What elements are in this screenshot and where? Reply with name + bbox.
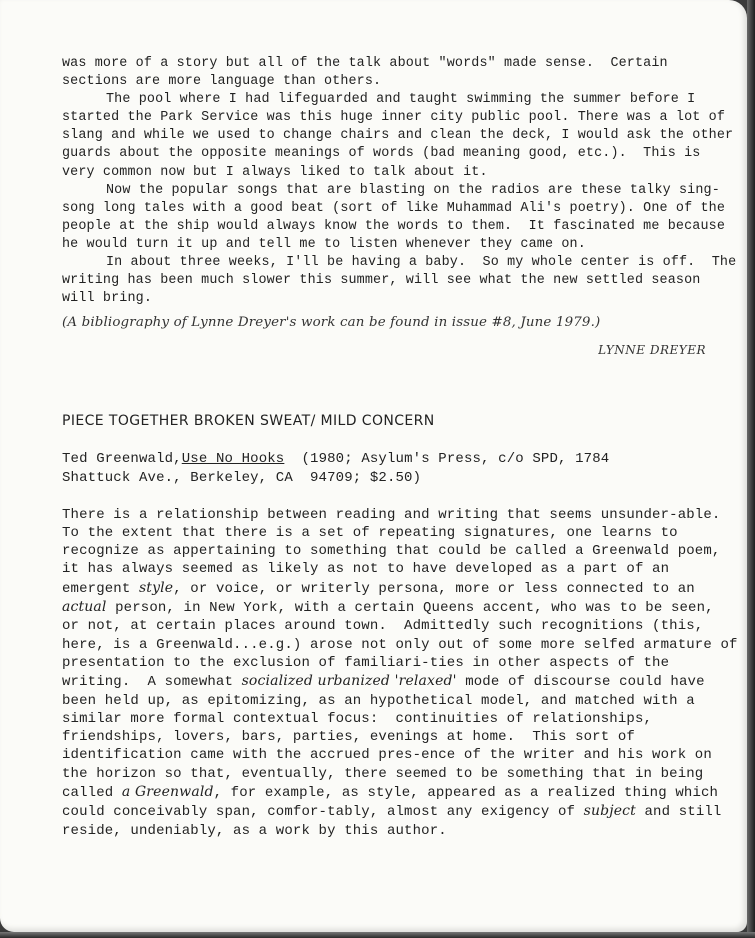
page-edge-shadow-bottom [0, 932, 755, 938]
emphasis-a-greenwald: a Greenwald [121, 784, 214, 801]
review-text-part-6: and still reside, undeniably, as a work by this author. [62, 804, 731, 839]
review-text-part-2: , or voice, or writerly persona, more or less connected to an [173, 580, 704, 597]
review-text-part-1: There is a relationship between reading and writing that seems unsunder-able. To the extent that there is a set of repeating signatures, one learns to recognize as appertaining to something that could be called a Greenwald poem, it has always seemed as likely as not to have developed as a part of an emergent [62, 506, 738, 597]
intro-paragraph-2: The pool where I had lifeguarded and taught swimming the summer before I started the Park Service was this huge inner city public pool. There was a lot of slang and while we used to change chairs and clean the deck, I would ask the other guards about the opposite meanings of words (bad meaning good, etc.). This is very common now but I always liked to talk about it. [62, 92, 742, 180]
citation-author: Ted Greenwald, [62, 450, 182, 467]
document-text [62, 55, 747, 840]
citation-details-line-1: (1980; Asylum's Press, c/o SPD, 1784 [301, 450, 610, 467]
emphasis-subject: subject [583, 803, 636, 820]
intro-paragraph-4: In about three weeks, I'll be having a baby. So my whole center is off. The writing has been much slower this summer, will see what the new settled season will bring. [62, 255, 745, 307]
book-citation [62, 450, 738, 488]
citation-details-line-2: Shattuck Ave., Berkeley, CA 94709; $2.50) [62, 469, 422, 486]
intro-paragraph-1: was more of a story but all of the talk about "words" made sense. Certain sections are more language than others. [62, 56, 676, 90]
emphasis-style: style [138, 579, 174, 596]
emphasis-socialized-urbanized-relaxed: socialized urbanized 'relaxed' [241, 673, 457, 690]
emphasis-actual: actual [62, 599, 107, 616]
review-text-part-4: mode of discourse could have been held up, as epitomizing, as an hypothetical model, and matched with a similar more formal contextual focus: continuities of relationships, friendships, lovers, bars, parties, evenings at home. This sort of identification came with the accrued pres-ence of the writer and his work on the horizon so that, eventually, there seemed to be something that in being called [62, 674, 721, 802]
citation-book-title: Use No Hooks [181, 450, 285, 467]
review-text-part-3: person, in New York, with a certain Queens accent, who was to be seen, or not, at certain places around town. Admittedly such recognitions (this, here, is a Greenwald...e.g.) arose not only out of some more selfed armature of presentation to the exclusion of familiari-ties in other aspects of the writing. A somewhat [62, 600, 747, 691]
intro-paragraph-3: Now the popular songs that are blasting on the radios are these talky sing-song long tales with a good beat (sort of like Muhammad Ali's poetry). One of the people at the ship would always know the words to them. It fascinated me because he would turn it up and tell me to listen whenever they came on. [62, 182, 734, 252]
page-edge-shadow-right [747, 0, 755, 938]
review-title: PIECE TOGETHER BROKEN SWEAT/ MILD CONCERN [62, 412, 435, 429]
bibliography-note: (A bibliography of Lynne Dreyer's work can be found in issue #8, June 1979.) [62, 315, 601, 331]
author-signature: LYNNE DREYER [598, 343, 706, 358]
review-text-part-5: , for example, as style, appeared as a realized thing which could conceivably span, comfor-tably, almost any exigency of [62, 785, 727, 821]
review-body [62, 506, 747, 840]
